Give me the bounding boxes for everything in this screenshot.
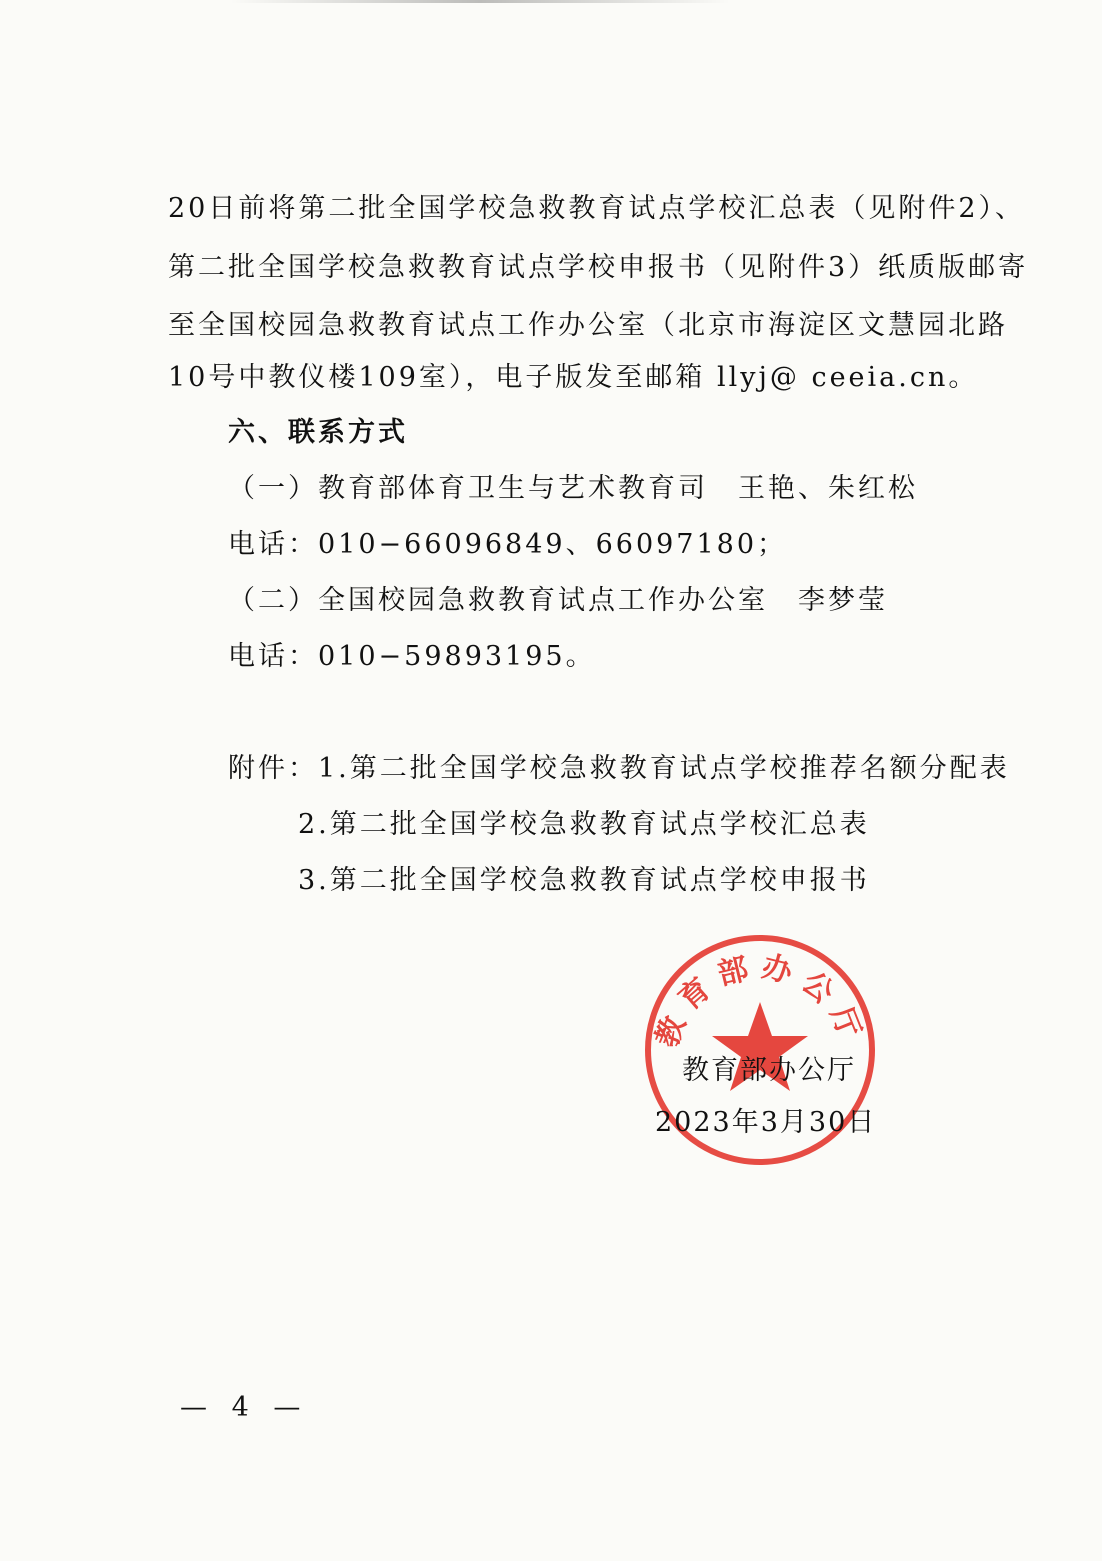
page-number: — 4 — [180, 1392, 309, 1423]
contact-1-phone: 电话：010−66096849、66097180； [228, 529, 788, 560]
stamp-text: 教育部办公厅 [649, 949, 871, 1053]
contact-1-org: （一）教育部体育卫生与艺术教育司 王艳、朱红松 [228, 473, 918, 504]
body-line-1: 20日前将第二批全国学校急救教育试点学校汇总表（见附件2）、 [168, 193, 1026, 224]
attachment-2: 2.第二批全国学校急救教育试点学校汇总表 [298, 809, 870, 840]
section-heading: 六、联系方式 [228, 417, 408, 448]
body-line-3: 至全国校园急救教育试点工作办公室（北京市海淀区文慧园北路 [168, 310, 1008, 341]
issue-date: 2023年3月30日 [655, 1107, 877, 1138]
scan-edge-mark [230, 0, 730, 3]
body-line-2: 第二批全国学校急救教育试点学校申报书（见附件3）纸质版邮寄 [168, 252, 1029, 283]
contact-2-phone: 电话：010−59893195。 [228, 641, 596, 672]
attachment-3: 3.第二批全国学校急救教育试点学校申报书 [298, 865, 870, 896]
attachment-1: 附件：1.第二批全国学校急救教育试点学校推荐名额分配表 [228, 753, 1010, 784]
contact-2-org: （二）全国校园急救教育试点工作办公室 李梦莹 [228, 585, 888, 616]
body-line-4: 10号中教仪楼109室），电子版发至邮箱 llyj@ ceeia.cn。 [168, 362, 979, 393]
issuer-signature: 教育部办公厅 [682, 1055, 856, 1086]
